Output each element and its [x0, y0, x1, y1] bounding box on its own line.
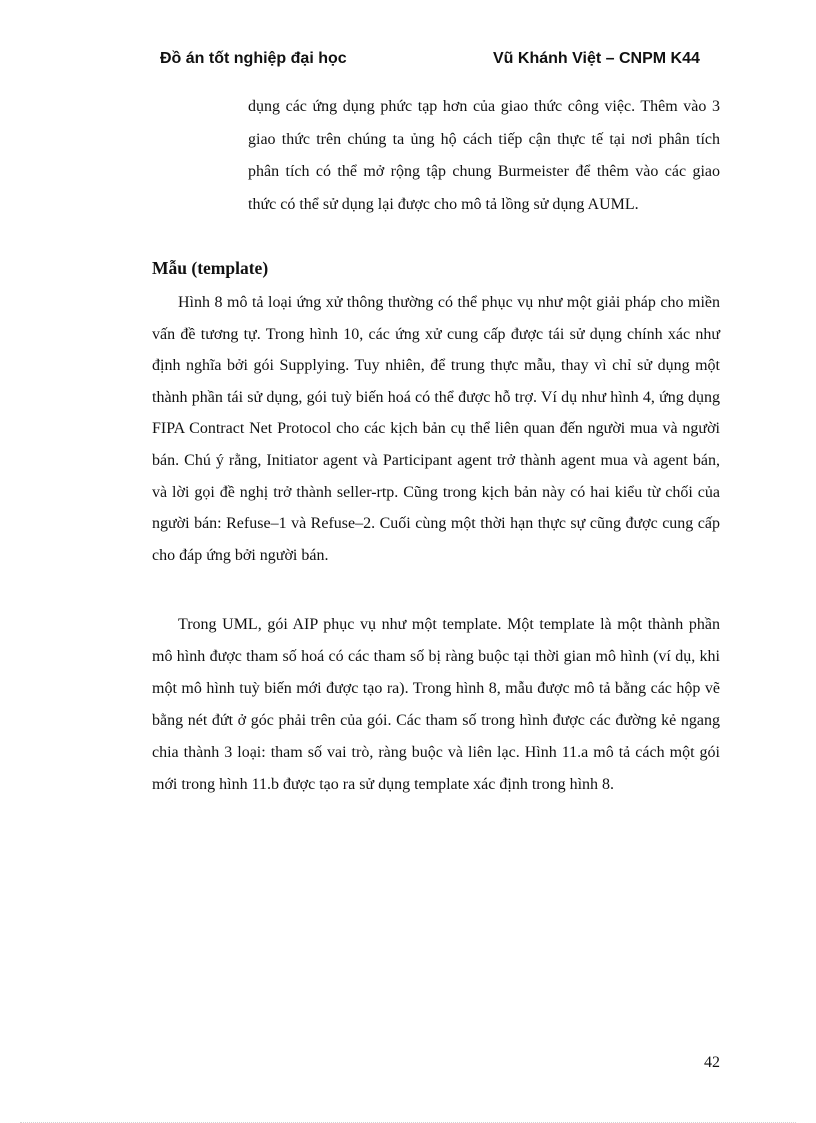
intro-paragraph: dụng các ứng dụng phức tạp hơn của giao thức công việc. Thêm vào 3 giao thức trên chúng ta ủng hộ cách tiếp cận thực tế tại nơi phân tích phân tích có thể mở rộng tập chung Burmeister để thêm vào các giao thức có thể sử dụng lại được cho mô tả lồng sử dụng AUML.: [248, 98, 720, 213]
page-number: 42: [704, 1054, 720, 1071]
body-paragraph-1: Hình 8 mô tả loại ứng xử thông thường có thể phục vụ như một giải pháp cho miền vấn đề tương tự. Trong hình 10, các ứng xử cung cấp được tái sử dụng chính xác như định nghĩa bởi gói Supplying. Tuy nhiên, để trung thực mẫu, thay vì chỉ sử dụng một thành phần tái sử dụng, gói tuỳ biến hoá có thể được hỗ trợ. Ví dụ như hình 4, ứng dụng FIPA Contract Net Protocol cho các kịch bản cụ thể liên quan đến người mua và người bán. Chú ý rằng, Initiator agent và Participant agent trở thành agent mua và agent bán, và lời gọi đề nghị trở thành seller-rtp. Cũng trong kịch bản này có hai kiểu từ chối của người bán: Refuse–1 và Refuse–2. Cuối cùng một thời hạn thực sự cũng được cung cấp cho đáp ứng bởi người bán.: [152, 294, 720, 564]
header-title: Đồ án tốt nghiệp đại học: [160, 50, 347, 67]
body-paragraph-2: Trong UML, gói AIP phục vụ như một template. Một template là một thành phần mô hình được tham số hoá có các tham số bị ràng buộc tại thời gian mô hình (ví dụ, khi một mô hình tuỳ biến mới được tạo ra). Trong hình 8, mẫu được mô tả bằng các hộp vẽ bằng nét đứt ở góc phải trên của gói. Các tham số trong hình được các đường kẻ ngang chia thành 3 loại: tham số vai trò, ràng buộc và liên lạc. Hình 11.a mô tả cách một gói mới trong hình 11.b được tạo ra sử dụng template xác định trong hình 8.: [152, 616, 720, 793]
running-header: [160, 50, 720, 74]
header-author: Vũ Khánh Việt – CNPM K44: [493, 50, 700, 67]
section-heading: Mẫu (template): [152, 258, 269, 278]
